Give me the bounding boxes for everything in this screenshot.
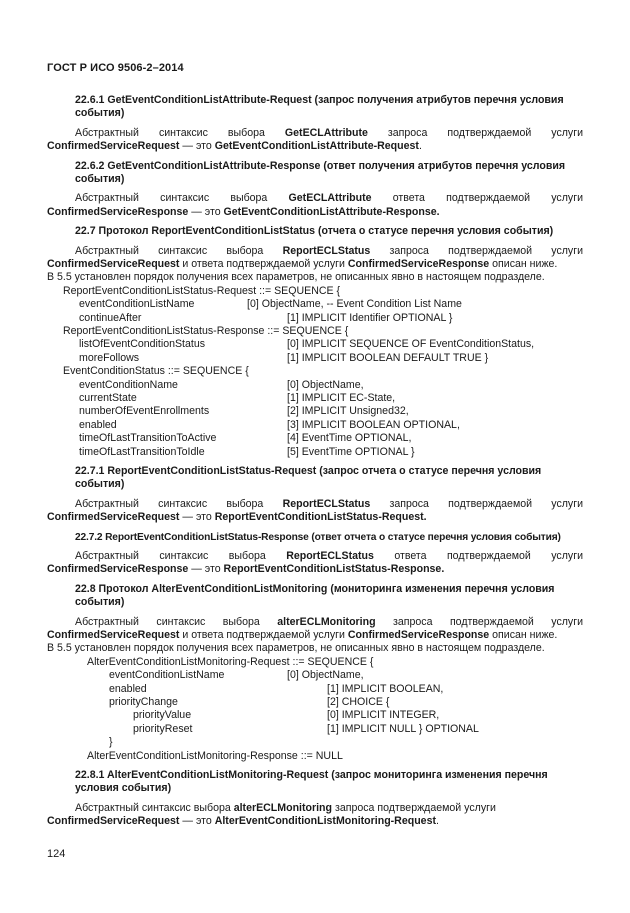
code-line xyxy=(47,325,583,338)
text: — это xyxy=(179,511,215,524)
code-tag: [1] IMPLICIT BOOLEAN DEFAULT TRUE } xyxy=(287,351,489,364)
code-text: timeOfLastTransitionToActive xyxy=(79,432,217,445)
code-line xyxy=(47,285,583,298)
section-paragraph-22-7-1 xyxy=(47,498,583,525)
term: ConfirmedServiceResponse xyxy=(347,258,490,271)
text: ответа подтверждаемой услуги xyxy=(373,549,583,562)
code-line xyxy=(47,750,583,763)
document-body xyxy=(47,94,583,835)
code-text: timeOfLastTransitionToIdle xyxy=(79,445,205,458)
text: — это xyxy=(179,140,215,153)
text: Абстрактный синтаксис выбора xyxy=(75,497,283,510)
code-line xyxy=(47,696,583,709)
text: Абстрактный синтаксис выбора xyxy=(75,244,283,257)
code-line xyxy=(47,656,583,669)
page-number: 124 xyxy=(47,848,66,860)
code-text: EventConditionStatus ::= SEQUENCE { xyxy=(63,365,249,378)
term: ConfirmedServiceResponse xyxy=(47,563,189,576)
code-tag: [0] ObjectName, xyxy=(287,378,364,391)
term: ConfirmedServiceResponse xyxy=(47,205,189,218)
section-heading-22-6-1: 22.6.1 GetEventConditionListAttribute-Request (запрос получения атрибутов перечня условия события) xyxy=(75,94,564,120)
code-tag: [0] ObjectName, -- Event Condition List Name xyxy=(247,298,462,311)
code-tag: [0] IMPLICIT INTEGER, xyxy=(327,709,440,722)
asn1-code-block-report-ecl-status xyxy=(47,285,583,459)
text: — это xyxy=(188,563,224,576)
asn1-code-block-alter-ecl-monitoring xyxy=(47,656,583,763)
term: GetECLAttribute xyxy=(288,192,372,205)
term: ReportECLStatus xyxy=(286,549,374,562)
code-line xyxy=(47,446,583,459)
section-heading-22-6-2: 22.6.2 GetEventConditionListAttribute-Response (ответ получения атрибутов перечня условия события) xyxy=(75,159,566,186)
document-header: ГОСТ Р ИСО 9506-2–2014 xyxy=(47,62,184,74)
term: ReportEventConditionListStatus-Response. xyxy=(223,563,445,576)
code-text: enabled xyxy=(109,682,147,695)
term: ReportECLStatus xyxy=(282,244,371,257)
term: GetEventConditionListAttribute-Request xyxy=(214,140,419,153)
term: ConfirmedServiceResponse xyxy=(347,629,490,642)
code-line xyxy=(47,723,583,736)
text: описан ниже. xyxy=(489,629,558,642)
text: запроса подтверждаемой услуги xyxy=(370,244,583,257)
code-line xyxy=(47,379,583,392)
text: запроса подтверждаемой услуги xyxy=(367,126,583,139)
code-line xyxy=(47,709,583,722)
code-text: eventConditionListName xyxy=(79,298,195,311)
code-tag: [2] IMPLICIT Unsigned32, xyxy=(287,405,409,418)
code-line xyxy=(47,669,583,682)
section-paragraph-22-7-note: В 5.5 установлен порядок получения всех параметров, не описанных явно в настоящем подразделе. xyxy=(47,271,545,284)
code-text: moreFollows xyxy=(79,351,140,364)
code-tag: [5] EventTime OPTIONAL } xyxy=(287,445,415,458)
code-line xyxy=(47,405,583,418)
section-heading-22-8: 22.8 Протокол AlterEventConditionListMonitoring (мониторинга изменения перечня условия события) xyxy=(75,582,555,609)
term: AlterEventConditionListMonitoring-Request xyxy=(214,815,436,828)
code-tag: [1] IMPLICIT NULL } OPTIONAL xyxy=(327,722,479,735)
code-tag: [0] ObjectName, xyxy=(287,669,364,682)
code-line xyxy=(47,352,583,365)
section-paragraph-22-6-2 xyxy=(47,192,583,219)
term: alterECLMonitoring xyxy=(277,615,376,628)
code-tag: [2] CHOICE { xyxy=(327,696,390,708)
text: ответа подтверждаемой услуги xyxy=(371,192,583,205)
code-line xyxy=(47,312,583,325)
code-text: continueAfter xyxy=(79,311,142,324)
code-tag: [3] IMPLICIT BOOLEAN OPTIONAL, xyxy=(287,418,460,431)
code-line xyxy=(47,432,583,445)
code-line xyxy=(47,736,583,749)
code-text: numberOfEventEnrollments xyxy=(79,405,210,418)
code-line xyxy=(47,392,583,405)
section-heading-22-7-2: 22.7.2 ReportEventConditionListStatus-Response (ответ отчета о статусе перечня условия события) xyxy=(75,531,561,543)
code-line xyxy=(47,338,583,351)
code-text: priorityValue xyxy=(133,709,192,722)
term: GetEventConditionListAttribute-Response. xyxy=(223,205,440,218)
section-paragraph-22-7-2 xyxy=(47,550,583,577)
code-tag: [1] IMPLICIT Identifier OPTIONAL } xyxy=(287,311,453,324)
code-line xyxy=(47,683,583,696)
term: ConfirmedServiceRequest xyxy=(47,140,180,153)
section-heading-22-7-1: 22.7.1 ReportEventConditionListStatus-Request (запрос отчета о статусе перечня условия события) xyxy=(75,464,542,491)
code-text: eventConditionName xyxy=(79,378,178,391)
code-text: currentState xyxy=(79,392,137,404)
text: . xyxy=(418,140,422,153)
text: Абстрактный синтаксис выбора xyxy=(75,615,278,628)
code-text: priorityReset xyxy=(133,722,193,735)
code-text: enabled xyxy=(79,418,117,431)
term: alterECLMonitoring xyxy=(233,801,333,814)
section-heading-22-8-1: 22.8.1 AlterEventConditionListMonitoring-Request (запрос мониторинга изменения перечня условия события) xyxy=(75,768,548,795)
code-text: ReportEventConditionListStatus-Response ::= SEQUENCE { xyxy=(63,325,349,338)
text: Абстрактный синтаксис выбора xyxy=(75,801,234,814)
code-text: priorityChange xyxy=(109,696,178,708)
code-line xyxy=(47,419,583,432)
text: . xyxy=(435,815,439,828)
section-paragraph-22-7 xyxy=(47,245,583,272)
text: — это xyxy=(179,815,215,828)
term: ConfirmedServiceRequest xyxy=(47,629,180,642)
code-tag: [4] EventTime OPTIONAL, xyxy=(287,432,412,445)
text: описан ниже. xyxy=(489,258,558,271)
text: запроса подтверждаемой услуги xyxy=(370,497,583,510)
term: ConfirmedServiceRequest xyxy=(47,511,180,524)
section-heading-22-7: 22.7 Протокол ReportEventConditionListStatus (отчета о статусе перечня условия события) xyxy=(75,225,554,238)
code-text: AlterEventConditionListMonitoring-Response ::= NULL xyxy=(87,749,343,762)
code-text: AlterEventConditionListMonitoring-Request ::= SEQUENCE { xyxy=(87,655,374,668)
text: Абстрактный синтаксис выбора xyxy=(75,126,285,139)
text: и ответа подтверждаемой услуги xyxy=(179,629,348,642)
term: ReportEventConditionListStatus-Request. xyxy=(214,511,427,524)
code-text: listOfEventConditionStatus xyxy=(79,338,206,351)
section-paragraph-22-8-note: В 5.5 установлен порядок получения всех параметров, не описанных явно в настоящем подразделе. xyxy=(47,642,545,655)
term: ConfirmedServiceRequest xyxy=(47,815,180,828)
term: GetECLAttribute xyxy=(284,126,368,139)
term: ReportECLStatus xyxy=(282,497,371,510)
text: — это xyxy=(188,205,224,218)
term: ConfirmedServiceRequest xyxy=(47,258,180,271)
text: и ответа подтверждаемой услуги xyxy=(179,258,348,271)
code-tag: [1] IMPLICIT EC-State, xyxy=(287,392,396,404)
code-text: eventConditionListName xyxy=(109,669,225,682)
code-text: ReportEventConditionListStatus-Request ::= SEQUENCE { xyxy=(63,284,341,297)
code-line xyxy=(47,298,583,311)
code-tag: [1] IMPLICIT BOOLEAN, xyxy=(327,682,444,695)
text: запроса подтверждаемой услуги xyxy=(375,615,583,628)
section-paragraph-22-8-1 xyxy=(47,802,583,829)
code-text: } xyxy=(109,736,113,749)
text: запроса подтверждаемой услуги xyxy=(332,801,496,814)
section-paragraph-22-8 xyxy=(47,616,583,643)
code-tag: [0] IMPLICIT SEQUENCE OF EventConditionStatus, xyxy=(287,338,535,351)
section-paragraph-22-6-1 xyxy=(47,127,583,154)
text: Абстрактный синтаксис выбора xyxy=(75,549,287,562)
text: Абстрактный синтаксис выбора xyxy=(75,192,289,205)
code-line xyxy=(47,365,583,378)
